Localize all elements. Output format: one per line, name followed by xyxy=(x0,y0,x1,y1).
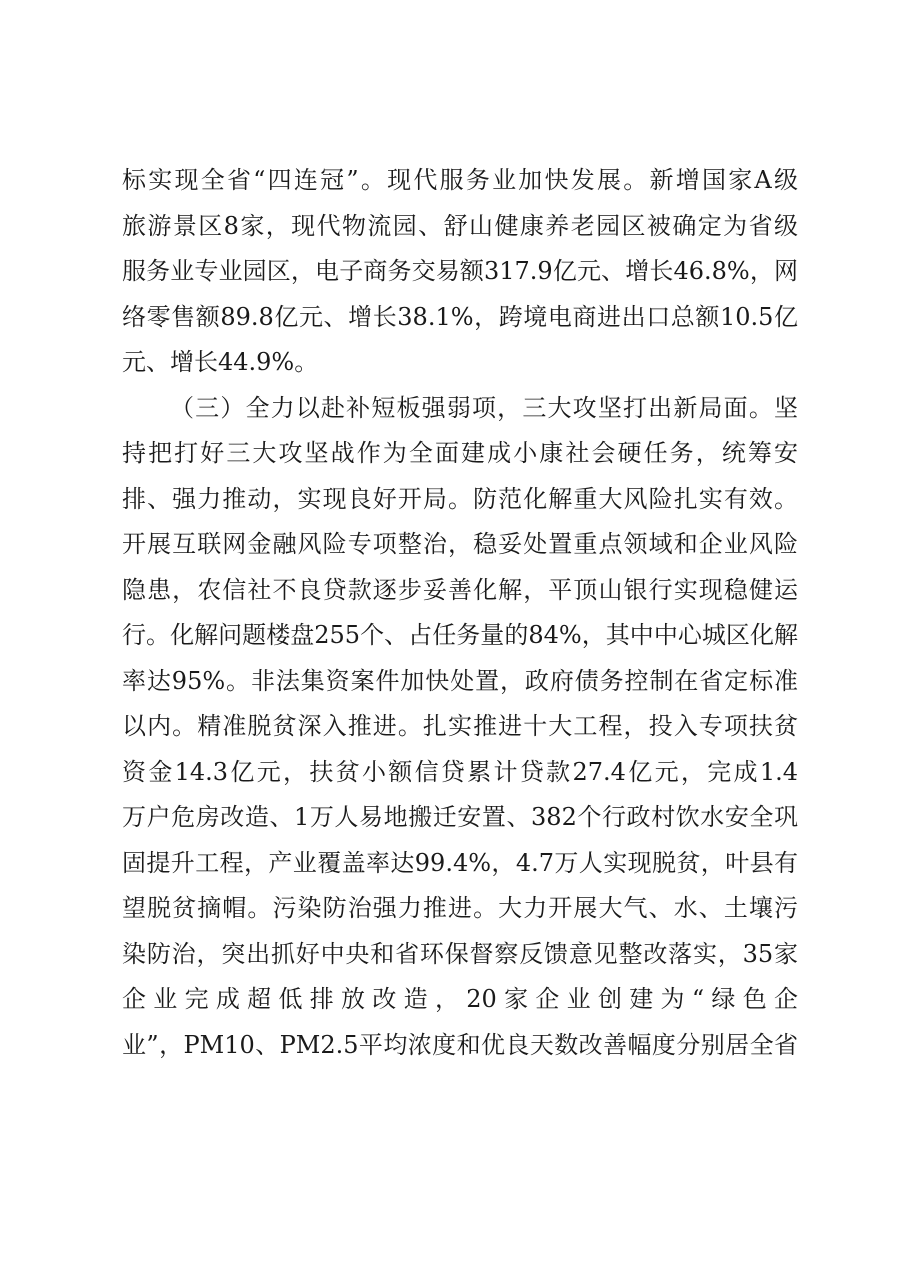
text-line: 持把打好三大攻坚战作为全面建成小康社会硬任务，统筹安 xyxy=(122,439,798,467)
text-line: 服务业专业园区，电子商务交易额317.9亿元、增长46.8%，网 xyxy=(122,257,798,285)
text-line: 以内。精准脱贫深入推进。扎实推进十大工程，投入专项扶贫 xyxy=(122,712,798,740)
text-line: 开展互联网金融风险专项整治，稳妥处置重点领域和企业风险 xyxy=(122,530,798,558)
text-line: 万户危房改造、1万人易地搬迁安置、382个行政村饮水安全巩 xyxy=(122,803,798,831)
text-line: 元、增长44.9%。 xyxy=(122,348,319,376)
text-line: 标实现全省“四连冠”。现代服务业加快发展。新增国家A级 xyxy=(122,166,798,194)
text-line: 旅游景区8家，现代物流园、舒山健康养老园区被确定为省级 xyxy=(122,211,798,240)
text-line: 行。化解问题楼盘255个、占任务量的84%，其中中心城区化解 xyxy=(122,621,798,649)
text-line: 染防治，突出抓好中央和省环保督察反馈意见整改落实，35家 xyxy=(122,939,798,968)
text-line: 隐患，农信社不良贷款逐步妥善化解，平顶山银行实现稳健运 xyxy=(122,575,798,604)
text-line: 固提升工程，产业覆盖率达99.4%，4.7万人实现脱贫，叶县有 xyxy=(122,848,798,877)
text-line: 率达95%。非法集资案件加快处置，政府债务控制在省定标准 xyxy=(122,666,798,695)
body-text xyxy=(122,158,798,1068)
text-line: 资金14.3亿元，扶贫小额信贷累计贷款27.4亿元，完成1.4 xyxy=(122,757,798,786)
text-line: 络零售额89.8亿元、增长38.1%，跨境电商进出口总额10.5亿 xyxy=(122,302,798,331)
text-line: 望脱贫摘帽。污染防治强力推进。大力开展大气、水、土壤污 xyxy=(122,894,798,922)
text-line: 排、强力推动，实现良好开局。防范化解重大风险扎实有效。 xyxy=(122,484,798,513)
text-line: 企业完成超低排放改造，20家企业创建为“绿色企 xyxy=(122,985,798,1013)
paragraph-heading-line: （三）全力以赴补短板强弱项，三大攻坚打出新局面。坚 xyxy=(170,393,798,422)
text-line: 业”，PM10、PM2.5平均浓度和优良天数改善幅度分别居全省 xyxy=(122,1030,798,1059)
